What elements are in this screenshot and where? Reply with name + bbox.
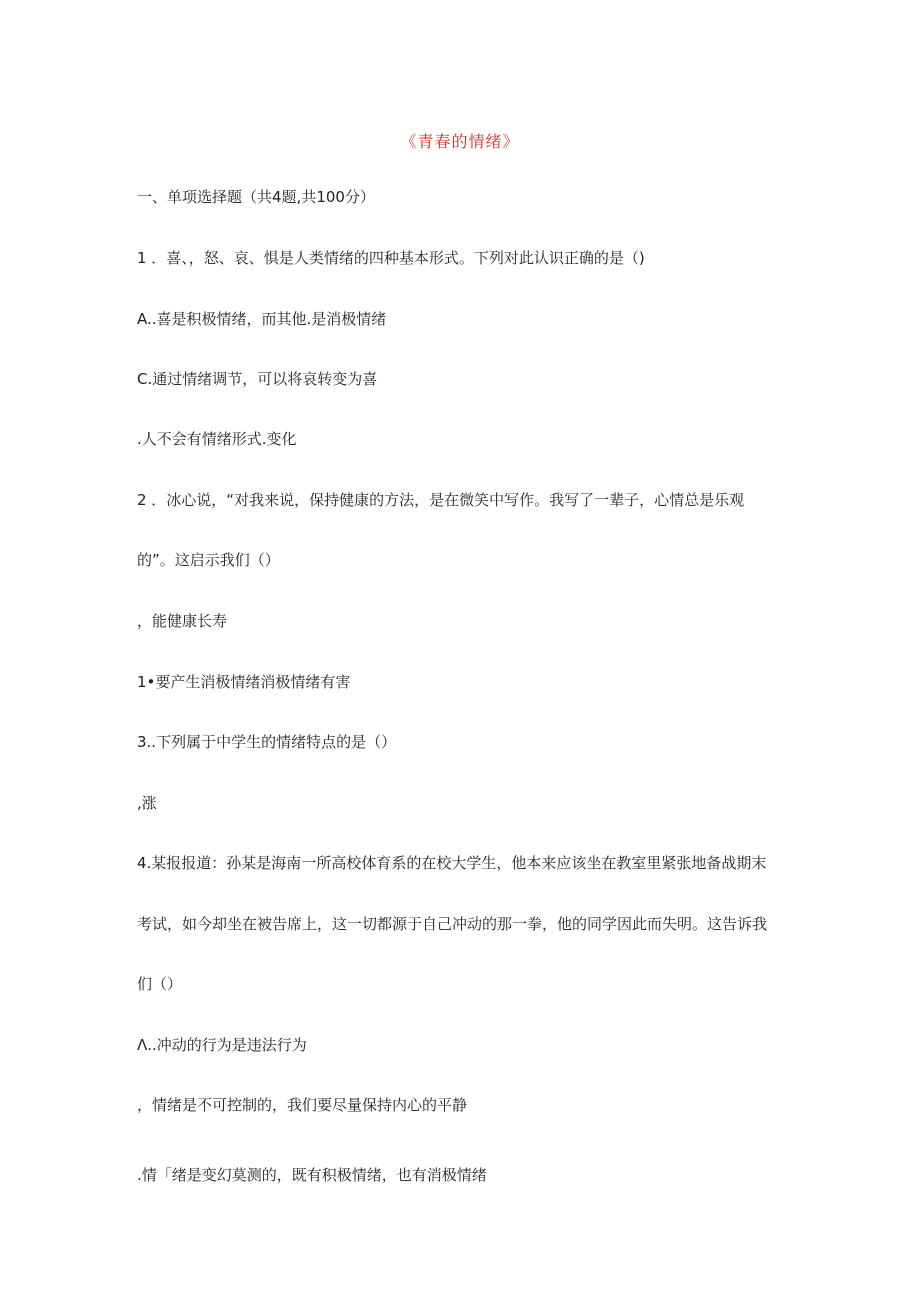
question-3: 3..下列属于中学生的情绪特点的是（） [137,733,397,751]
question-2-line-2: 的”。这启示我们（） [137,551,280,569]
question-1-option-a: A..喜是积极情绪，而其他.是消极情绪 [137,310,387,328]
question-2-option-b: 1•要产生消极情绪消极情绪有害 [137,673,351,691]
question-2-line-1: 2 ．冰心说，“对我来说，保持健康的方法，是在微笑中写作。我写了一辈子，心情总是乐观 [137,491,745,509]
document-title: 《青春的情绪》 [400,132,520,151]
question-1-option-d: .人不会有情绪形式.变化 [137,430,297,448]
question-4-option-c: .情「绪是变幻莫测的，既有积极情绪，也有消极情绪 [137,1166,487,1184]
question-4-option-a: Λ..冲动的行为是违法行为 [137,1036,307,1054]
question-2-option-a: ，能健康长寿 [137,612,228,630]
question-4-line-2: 考试，如今却坐在被告席上，这一切都源于自己冲动的那一拳，他的同学因此而失明。这告诉我 [137,915,768,933]
question-1: 1 ．喜、，怒、哀、惧是人类情绪的四种基本形式。下列对此认识正确的是（) [137,249,645,267]
question-3-option: ,涨 [137,794,157,812]
question-1-option-c: C.通过情绪调节，可以将哀转变为喜 [137,370,378,388]
section-heading: 一、单项选择题（共4题,共100分） [137,188,375,206]
question-4-line-1: 4.某报报道：孙某是海南一所高校体育系的在校大学生，他本来应该坐在教室里紧张地备战期末 [137,854,767,872]
question-4-option-b: ，情绪是不可控制的，我们要尽量保持内心的平静 [137,1096,468,1114]
question-4-line-3: 们（） [137,975,183,993]
